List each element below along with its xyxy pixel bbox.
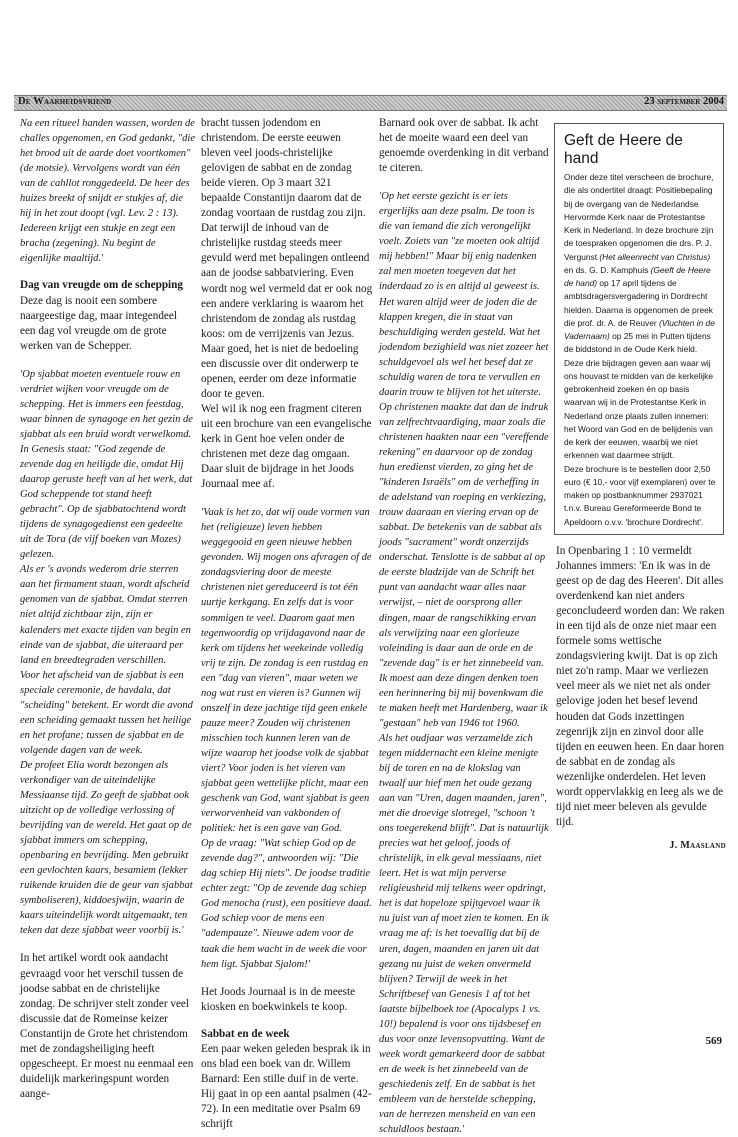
- body-paragraph: Deze dag is nooit een sombere naargeestige dag, maar integendeel een dag vol vreugde om de grote werken van de Schepper.: [20, 294, 177, 352]
- quote-paragraph: Als er 's avonds wederom drie sterren aan het firmament staan, wordt afscheid genomen van de sjabbat. Omdat sterren niet altijd zichtbaar zijn, zijn er kalenders met exacte tijden van begin en einde van de sjabbat, die uiteraard per land en breedtegraden verschillen.: [20, 564, 191, 666]
- body-paragraph: In Openbaring 1 : 10 vermeldt Johannes immers: 'En ik was in de geest op de dag des Heeren'. Dit alles overdenkend kan niet anders geconcludeerd worden dan: We raken in een tijd als de onze niet maar een formele soms wettische zondagsviering kwijt. Dat is op zich niet zo'n ramp. Maar we verliezen veel meer als we niet net als onder gelovige joden het besef levend houden dat Gods inzettingen zegenrijk zijn en zinvol door alle tijden en eeuwen heen. En daar horen de sabbat en de zondag als wezenlijke onderdelen. Het leven wordt oppervlakkig en leeg als we de tijd niet meer beleven als gevulde tijd.: [556, 545, 725, 828]
- header-bar: [14, 95, 727, 111]
- column-3: [379, 116, 549, 1137]
- quote-paragraph: De profeet Elia wordt bezongen als verkondiger van de uiteindelijke Messiaanse tijd. Zo geeft de sjabbat ook uitzicht op de volledige verlossing of bevrijding van de wereld. Het gaat op de sjabbat immers om schepping, openbaring en bevrijding. Men gebruikt een gevlochten kaars, besamiem (lekker ruikende kruiden die de geur van sjabbat symboliseren), kiddoesjwijn, waarin de kaars uiteindelijk wordt uitgemaakt, ten teken dat deze sjabbat weer voorbij is.': [20, 759, 193, 937]
- issue-date: 23 september 2004: [644, 96, 724, 107]
- column-4: [556, 544, 726, 853]
- sidebar-paragraph: Deze drie bijdragen geven aan waar wij ons houvast te midden van de kerkelijke gebrokenheid zoeken én op basis waarvan wij in de Protestantse Kerk in Nederland onze plaats zullen innemen: het Woord van God en de belijdenis van de kerk der eeuwen, waarbij we niet erkennen wat daarmee strijdt.: [564, 357, 713, 461]
- sidebar-box: [554, 123, 724, 535]
- column-1: [20, 116, 195, 1102]
- quote-paragraph: Ik moest aan deze dingen denken toen een herinnering bij mij bovenkwam die te maken heeft met Hardenberg, waar ik "gestaan" heb van 1946 tot 1960.: [379, 672, 548, 729]
- quote-paragraph: Als het oudjaar was verzamelde zich tegen middernacht een kleine menigte bij de toren en na de klokslag van twaalf uur hief men het oude gezang aan van "Uren, dagen maanden, jaren", met die droevige slotregel, "schoon 't ons toegerekend blijft". Dat is natuurlijk precies wat het geloof, joods of christelijk, in elk geval messiaans, niet leert. Het is wat mijn perverse religieusheid mij telkens weer opdringt, het is dat hopeloze spijtgevoel waar ik nu juist van af moet zien te komen. En ik vraag me af: is het toevallig dat bij de uren, dagen, maanden en jaren uit dat gezang nu juist de weken onvermeld blijven? Terwijl de week in het Schriftbesef van Genesis 1 af tot het laatste bijbelboek toe (Apocalyps 1 vs. 10!) bepalend is voor ons tijdsbesef en dus voor onze levensopvatting. Want de week wordt gemarkeerd door de sabbat en de week is het zinnebeeld van de geschiedenis zelf. En de sabbat is het embleem van de herstelde schepping, van de herrezen mensheid en van een schuldloos bestaan.': [379, 732, 549, 1136]
- section-heading: Sabbat en de week: [201, 1027, 290, 1040]
- sidebar-paragraph: Deze brochure is te bestellen door 2,50 euro (€ 10,- voor vijf exemplaren) over te maken op postbanknummer 2937021 t.n.v. Bureau Gereformeerde Bond te Apeldoorn o.v.v. 'brochure Dordrecht'.: [564, 463, 716, 527]
- quote-paragraph: 'Vaak is het zo, dat wij oude vormen van het (religieuze) leven hebben weggegooid en geen nieuwe hebben gevonden. Wij mogen ons afvragen of de zondagsviering door de meeste christenen niet gereduceerd is tot één uurtje kerkgang. En zelfs dat is voor sommigen te veel. Daarom gaat men tegenwoordig op vrijdagavond naar de kerk om tijdens het weekeinde volledig vrij te zijn. De zondag is een rustdag en een "dag van vieren", maar weten we nog wat rust en vieren is? Gunnen wij onszelf in deze jachtige tijd geen enkele pauze meer? Zouden wij christenen misschien toch kunnen leren van de wijze waarop het joodse volk de sjabbat viert? Voor joden is het vieren van sjabbat geen wettelijke plicht, maar een geschenk van God, want sjabbat is geen verworvenheid van vakbonden of politiek: het is een gave van God.: [201, 507, 372, 835]
- quote-paragraph: Op de vraag: "Wat schiep God op de zevende dag?", antwoorden wij: "Die dag schiep Hij niets". De joodse traditie echter zegt: "Op de zevende dag schiep God menocha (rust), een positieve daad. God schiep voor de mens een "adempauze". Nieuwe adem voor de taak die hem wacht in de week die voor hem ligt. Sjabbat Sjalom!': [201, 838, 372, 970]
- body-paragraph: Het Joods Journaal is in de meeste kiosken en boekwinkels te koop.: [201, 985, 356, 1013]
- magazine-name: De Waarheidsvriend: [18, 96, 112, 107]
- body-paragraph: In het artikel wordt ook aandacht gevraagd voor het verschil tussen de joodse sabbat en de christelijke zondag. De schrijver stelt zonder veel discussie dat de Romeinse keizer Constantijn de Grote het christendom met de zondagsheiliging heeft opgescheept. Er moest nu eenmaal een duidelijk markeringspunt worden aange-: [20, 952, 194, 1100]
- quote-paragraph: 'Op sjabbat moeten eventuele rouw en verdriet wijken voor vreugde om de schepping. Het is immers een feestdag, waar binnen de synagoge en het gezin de sjabbat als een bruid wordt verwelkomd. In Genesis staat: "God zegende de zevende dag en heiligde die, omdat Hij daarop geruste heeft van al het werk, dat God scheppende tot stand heeft gebracht". Op de sjabbatochtend wordt tijdens de synagogedienst een gedeelte uit de Tora (de vijf boeken van Mozes) gelezen.: [20, 368, 193, 561]
- author-signature: J. Maasland: [669, 839, 726, 851]
- section-heading: Dag van vreugde om de schepping: [20, 279, 183, 292]
- quote-paragraph: Voor het afscheid van de sjabbat is een speciale ceremonie, de havdala, dat "scheiding" betekent. Er wordt die avond een scheiding gemaakt tussen het heilige en het profane; tussen de sjabbat en de volgende dagen van de week.: [20, 669, 193, 756]
- quote-paragraph: Na een ritueel handen wassen, worden de challes opgenomen, en God gedankt, "die het brood uit de aarde doet voortkomen" (de motsie). Vervolgens wordt van één van de cahllot ronggedeeld. De heer des huizes breekt of snijdt er stukjes af, die hij in het zout doopt (vgl. Lev. 2 : 13). Iedereen krijgt een stukje en zegt een bracha (zegening). Nu begint de eigenlijke maaltijd.': [20, 118, 195, 265]
- quote-paragraph: 'Op het eerste gezicht is er iets ergerlijks aan deze psalm. De toon is die van iemand die zich verongelijkt voelt. Zoiets van "ze moeten ook altijd mij hebben!" Maar bij enig nadenken zal men moeten toegeven dat het inderdaad zo is en altijd al geweest is. Het waren altijd weer de joden die de klappen kregen, die in staat van beschuldiging werden gesteld. Wat het jodendom bezighield was niet zozeer het schuldgevoel als wel het besef dat ze schuldig waren de tora te vervullen en daarin trouw te blijven tot het uiterste. Op christenen maakte dat dan de indruk van zelfrechtvaardiging, maar zoals die christenen haakten naar een "vereffende rekening" en daarvoor op de zondag hun eredienst vierden, zo ging het de "kinderen Israëls" om de verheffing in de adelstand van roeping en verkiezing, trouw daaraan en viering ervan op de sabbat. De betekenis van de sabbat als joods "sacrament" wordt onzerzijds onderschat. Tenslotte is de sabbat al op de eerste bladzijde van de Schrift het punt van aandacht waar alles naar verwijst, – niet de oorsprong aller dingen, maar de rangschikking ervan als verwijzing naar een glorieuze voleinding is daar aan de orde en de "zevende dag" is er het zinnebeeld van.: [379, 191, 549, 669]
- body-paragraph: Wel wil ik nog een fragment citeren uit een brochure van een evangelische kerk in Gent hoe velen onder de christenen met deze dag omgaan. Daar sluit de bijdrage in het Joods Journaal mee af.: [201, 402, 372, 491]
- body-paragraph: Een paar weken geleden besprak ik in ons blad een boek van dr. Willem Barnard: Een stille duif in de verte. Hij gaat in op een aantal psalmen (42-72). In een meditatie over Psalm 69 schrijft: [201, 1042, 372, 1130]
- body-paragraph: Barnard ook over de sabbat. Ik acht het de moeite waard een deel van genoemde overdenking in dit verband te citeren.: [379, 117, 549, 175]
- sidebar-paragraph: Onder deze titel verscheen de brochure, die als ondertitel draagt: Positiebepaling bij de overgang van de Nederlandse Hervormde Kerk naar de Protestantse Kerk in Nederland. In deze brochure zijn de toespraken opgenomen die drs. P. J. Vergunst (Het alleenrecht van Christus) en ds. G. D. Kamphuis (Geeft de Heere de hand) op 17 april tijdens de ambtsdragersvergadering in Dordrecht hielden. Daarna is opgenomen de preek die prof. dr. A. de Reuver (Vluchten in de Vadernaam) op 25 mei in Putten tijdens de biddstond in de Oude Kerk hield.: [564, 172, 715, 355]
- page-number: 569: [705, 1035, 722, 1047]
- sidebar-title: Geft de Heere de hand: [564, 132, 683, 167]
- column-2: [201, 116, 373, 1132]
- body-paragraph: bracht tussen jodendom en christendom. De eerste eeuwen bleven veel joods-christelijke gelovigen de sabbat en de zondag beide vieren. Op 3 maart 321 bepaalde Constantijn daarom dat de zondag voortaan de rustdag zou zijn. Dat terwijl de inhoud van de christelijke rustdag steeds meer gevuld werd met bepalingen ontleend aan de joodse sabbatviering. Even wordt nog wel vermeld dat er ook nog een andere verklaring is waarom het christendom de zondag als rustdag koos: om de verrijzenis van Jezus. Maar goed, het is niet de bedoeling een discussie over dit onderwerp te openen, eerder om deze informatie door te geven.: [201, 117, 373, 400]
